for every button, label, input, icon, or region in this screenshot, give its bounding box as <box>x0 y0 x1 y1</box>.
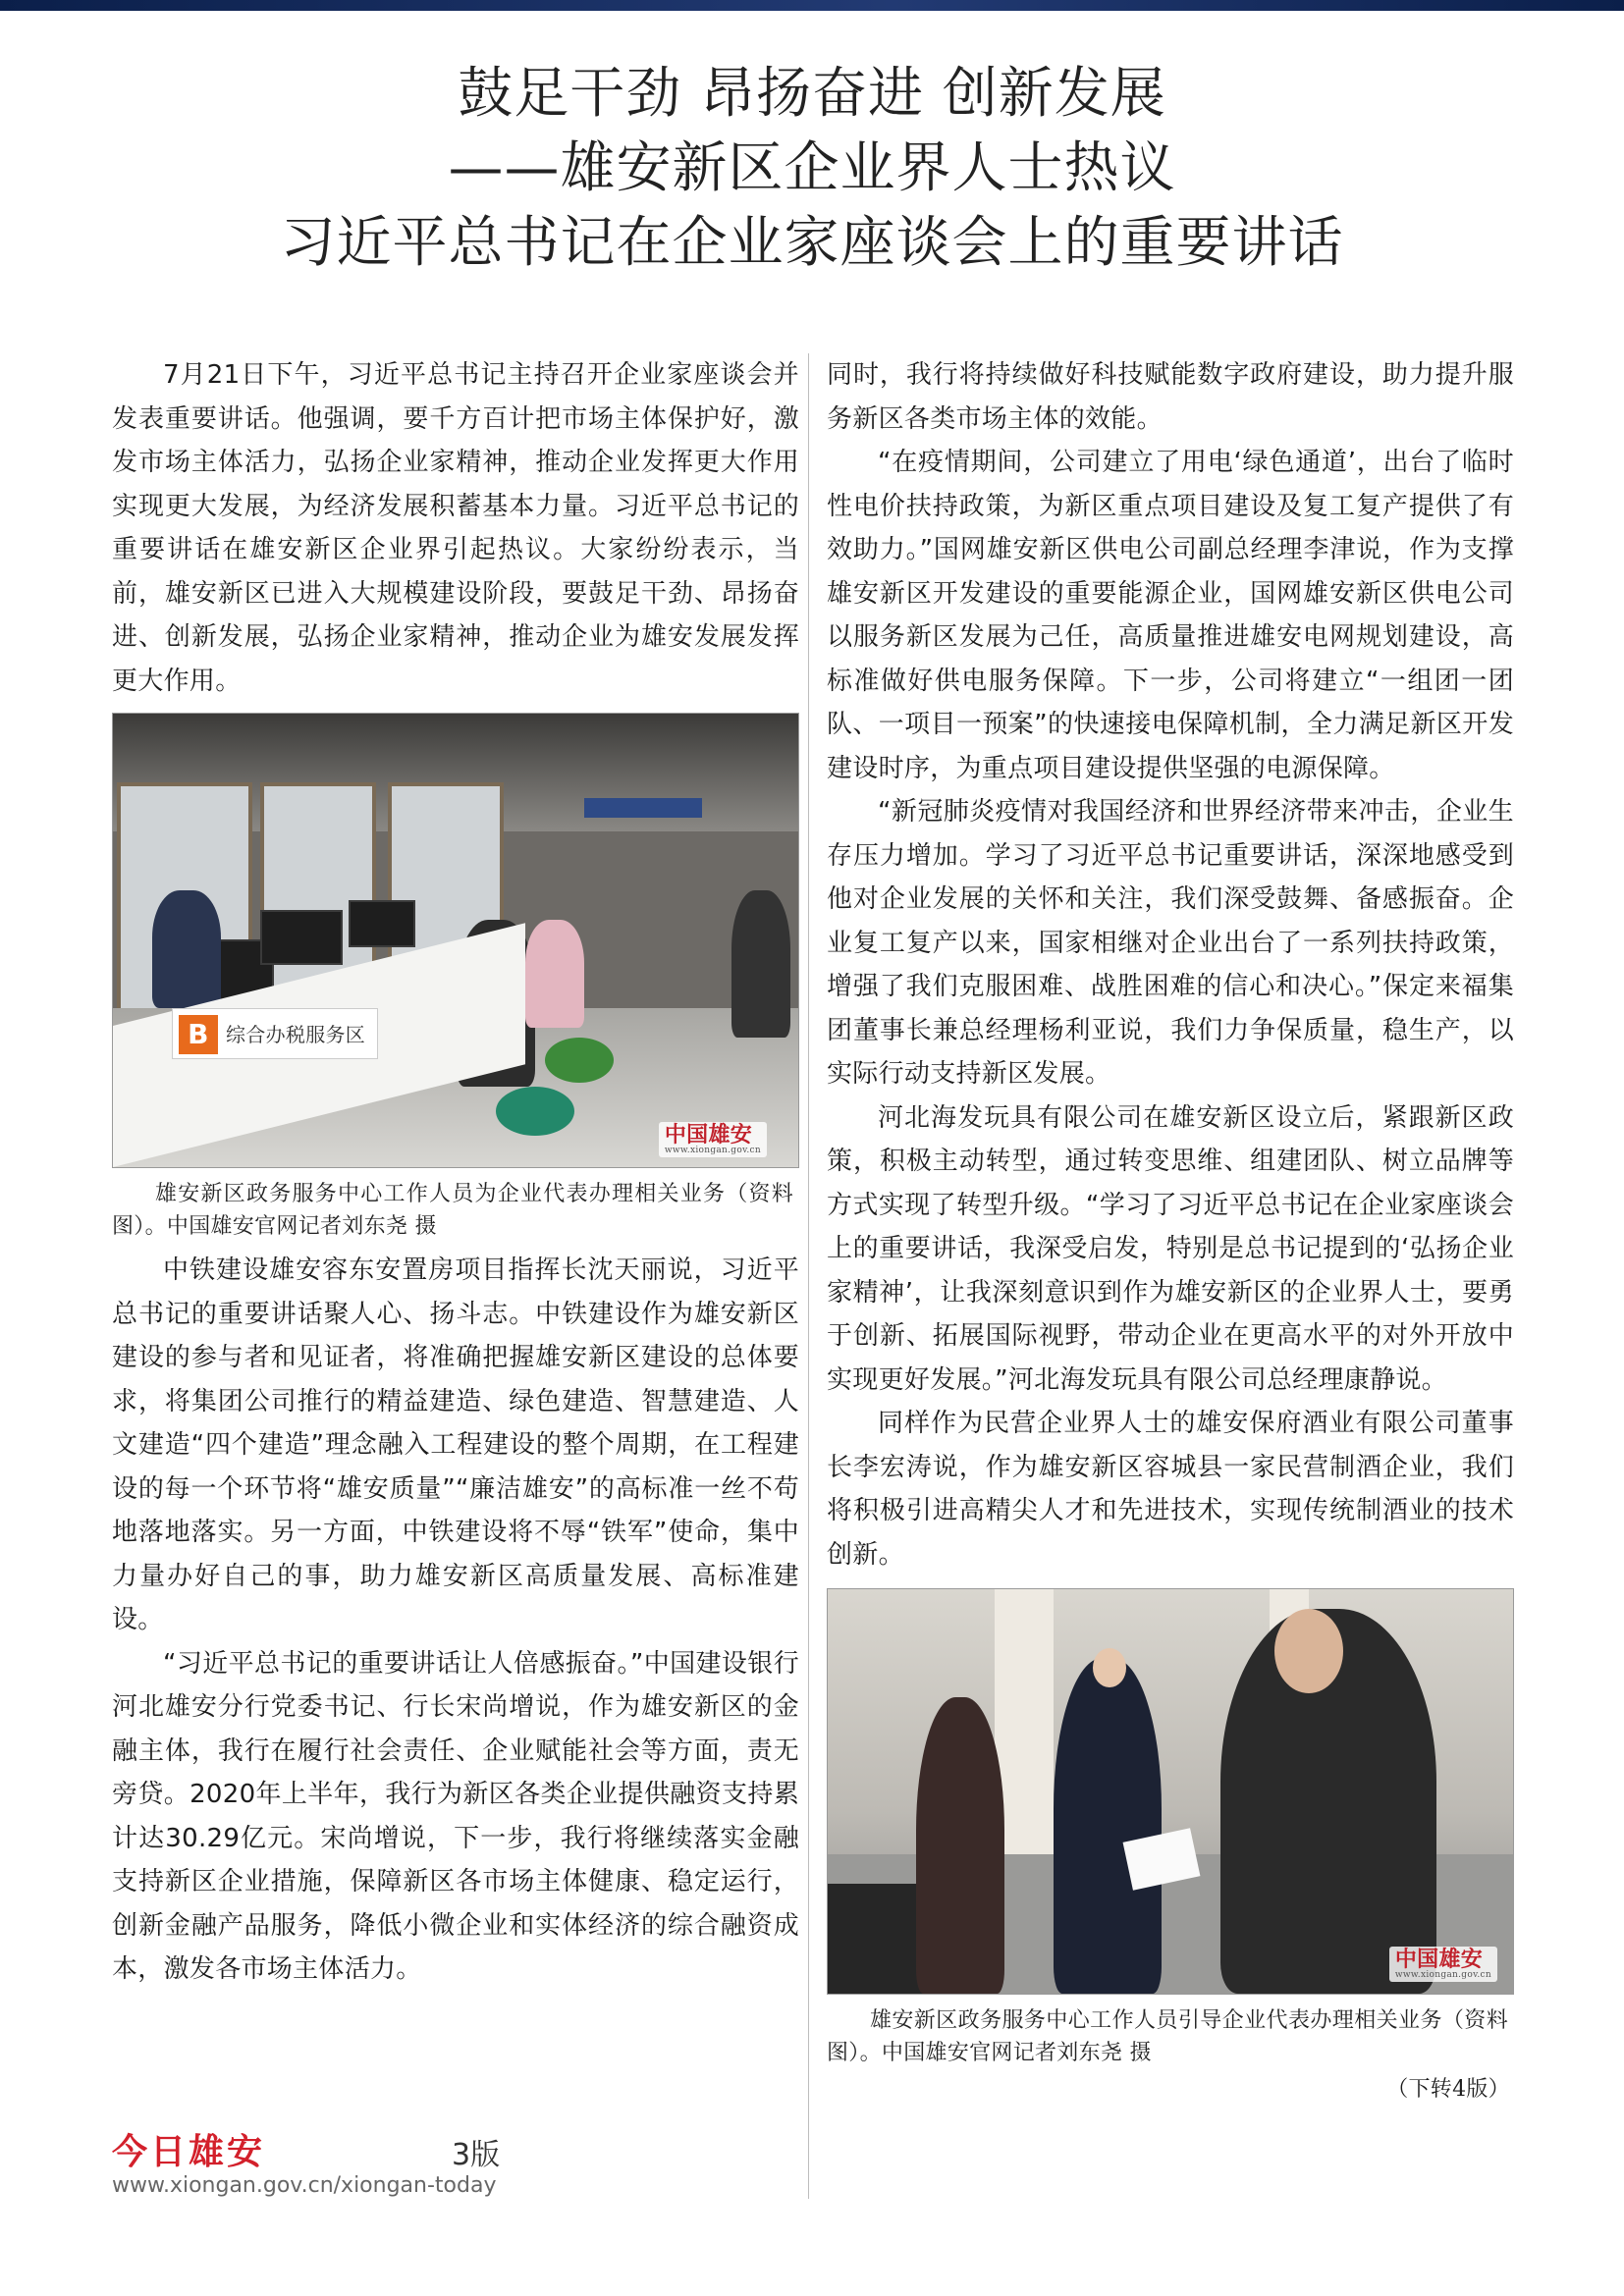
headline-line-2: ——雄安新区企业界人士热议 <box>448 136 1176 200</box>
paragraph-ccb-continued: 同时，我行将持续做好科技赋能数字政府建设，助力提升服务新区各类市场主体的效能。 <box>827 360 1514 434</box>
paragraph-laifu-group: “新冠肺炎疫情对我国经济和世界经济带来冲击，企业生存压力增加。学习了习近平总书记重要讲话，深深地感受到他对企业发展的关怀和关注，我们深受鼓舞、备感振奋。企业复工复产以来，国家相继对企业出台了一系列扶持政策，增强了我们克服困难、战胜困难的信心和决心。”保定来福集团董事长兼总经理杨利亚说，我们力争保质量，稳生产，以实际行动支持新区发展。 <box>827 797 1514 1089</box>
column-divider <box>808 353 809 2199</box>
headline-line-3: 习近平总书记在企业家座谈会上的重要讲话 <box>280 211 1344 275</box>
paragraph-intro: 7月21日下午，习近平总书记主持召开企业家座谈会并发表重要讲话。他强调，要千方百计把市场主体保护好，激发市场主体活力，弘扬企业家精神，推动企业发挥更大作用实现更大发展，为经济发展积蓄基本力量。习近平总书记的重要讲话在雄安新区企业界引起热议。大家纷纷表示，当前，雄安新区已进入大规模建设阶段，要鼓足干劲、昂扬奋进、创新发展，弘扬企业家精神，推动企业为雄安发展发挥更大作用。 <box>112 360 799 696</box>
sign-text: 综合办税服务区 <box>226 1023 366 1046</box>
watermark-logo-2: 中国雄安 www.xiongan.gov.cn <box>1389 1947 1497 1982</box>
newspaper-logo: 今日雄安 <box>112 2131 266 2172</box>
top-banner-bar <box>0 0 1624 11</box>
continued-note: （下转4版） <box>1386 2077 1510 2102</box>
headline <box>118 57 1506 281</box>
paragraph-ccb: “习近平总书记的重要讲话让人倍感振奋。”中国建设银行河北雄安分行党委书记、行长宋尚增说，作为雄安新区的金融主体，我行在履行社会责任、企业赋能社会等方面，责无旁贷。2020年上半年，我行为新区各类企业提供融资支持累计达30.29亿元。宋尚增说，下一步，我行将继续落实金融支持新区企业措施，保障新区各市场主体健康、稳定运行，创新金融产品服务，降低小微企业和实体经济的综合融资成本，激发各市场主体活力。 <box>112 1648 799 1984</box>
photo-tax-service-hall <box>112 713 799 1168</box>
paragraph-haifa-toys: 河北海发玩具有限公司在雄安新区设立后，紧跟新区政策，积极主动转型，通过转变思维、组建团队、树立品牌等方式实现了转型升级。“学习了习近平总书记在企业家座谈会上的重要讲话，我深受启发，特别是总书记提到的‘弘扬企业家精神’，让我深刻意识到作为雄安新区的企业界人士，要勇于创新、拓展国际视野，带动企业在更高水平的对外开放中实现更好发展。”河北海发玩具有限公司总经理康静说。 <box>827 1102 1514 1395</box>
headline-line-1: 鼓足干劲 昂扬奋进 创新发展 <box>458 62 1166 126</box>
tax-service-sign <box>172 1008 378 1059</box>
paragraph-baofu-wine: 同样作为民营企业界人士的雄安保府酒业有限公司董事长李宏涛说，作为雄安新区容城县一家民营制酒企业，我们将积极引进高精尖人才和先进技术，实现传统制酒业的技术创新。 <box>827 1409 1514 1570</box>
photo-caption-1: 雄安新区政务服务中心工作人员为企业代表办理相关业务（资料图）。中国雄安官网记者刘东尧 摄 <box>112 1182 793 1239</box>
paragraph-china-railway: 中铁建设雄安容东安置房项目指挥长沈天丽说，习近平总书记的重要讲话聚人心、扬斗志。中铁建设作为雄安新区建设的参与者和见证者，将准确把握雄安新区建设的总体要求，将集团公司推行的精益建造、绿色建造、智慧建造、人文建造“四个建造”理念融入工程建设的整个周期，在工程建设的每一个环节将“雄安质量”“廉洁雄安”的高标准一丝不苟地落地落实。另一方面，中铁建设将不辱“铁军”使命，集中力量办好自己的事，助力雄安新区高质量发展、高标准建设。 <box>112 1255 799 1634</box>
paragraph-state-grid: “在疫情期间，公司建立了用电‘绿色通道’，出台了临时性电价扶持政策，为新区重点项目建设及复工复产提供了有效助力。”国网雄安新区供电公司副总经理李津说，作为支撑雄安新区开发建设的重要能源企业，国网雄安新区供电公司以服务新区发展为己任，高质量推进雄安电网规划建设，高标准做好供电服务保障。下一步，公司将建立“一组团一团队、一项目一预案”的快速接电保障机制，全力满足新区开发建设时序，为重点项目建设提供坚强的电源保障。 <box>827 448 1514 783</box>
footer-url-link[interactable]: www.xiongan.gov.cn/xiongan-today <box>112 2173 497 2198</box>
left-column <box>112 353 799 1992</box>
page-number: 3版 <box>452 2138 501 2172</box>
sign-letter: B <box>179 1015 218 1054</box>
photo-service-guidance <box>827 1588 1514 1995</box>
watermark-logo: 中国雄安 www.xiongan.gov.cn <box>659 1122 767 1157</box>
right-column <box>827 353 1514 2105</box>
photo-caption-2: 雄安新区政务服务中心工作人员引导企业代表办理相关业务（资料图）。中国雄安官网记者刘东尧 摄 <box>827 2008 1508 2065</box>
